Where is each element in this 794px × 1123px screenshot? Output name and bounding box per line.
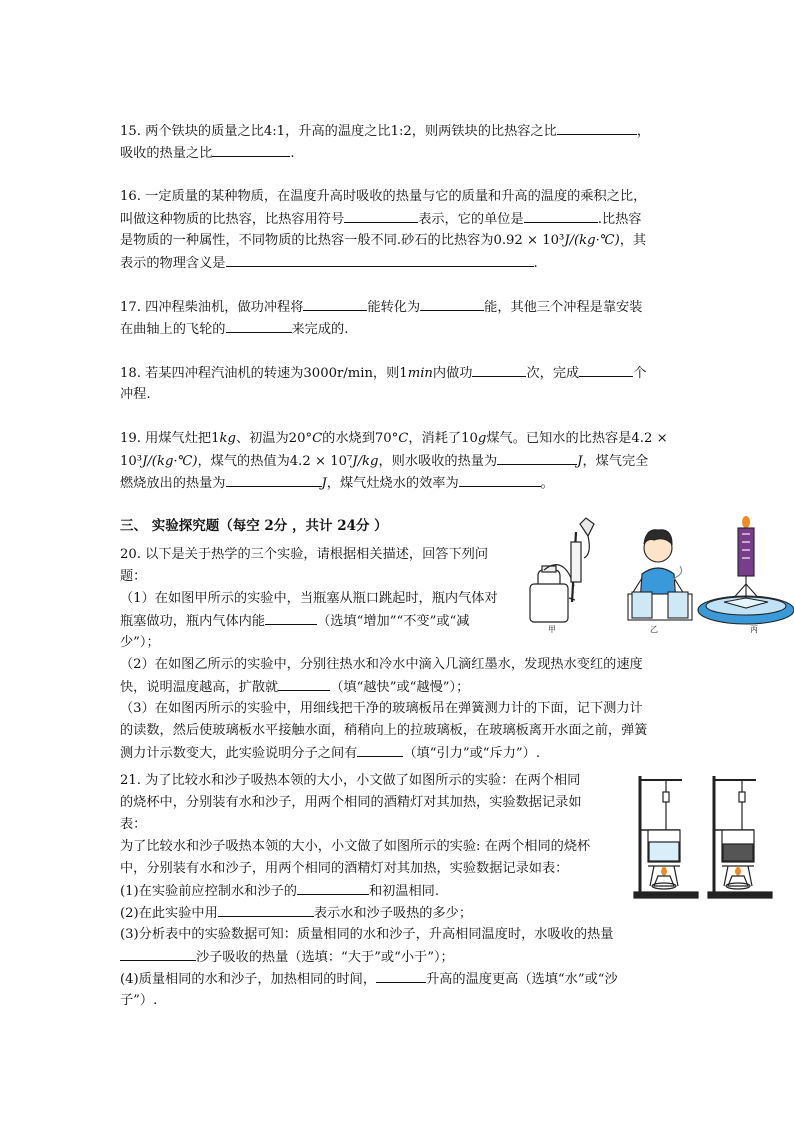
question-18: 18. 若某四冲程汽油机的转速为3000r/min，则1min内做功 次，完成 个 冲程. bbox=[120, 362, 646, 406]
question-16: 16. 一定质量的某种物质，在温度升高时吸收的热量与它的质量和升高的温度的乘积之比， 叫做这种物质的比热容，比热容用符号 表示，它的单位是 .比热容 是物质的一种属性，不同物质的比热容一般不同.砂石的比热容为0.92 × 10³J/(kg·℃)，其 表示的物理含义是 . bbox=[120, 189, 647, 271]
question-20: 20. 以下是关于热学的三个实验，请根据相关描述，回答下列问 题： （1）在如图甲所示的实验中，当瓶塞从瓶口跳起时，瓶内气体对 瓶塞做功，瓶内气体内能 （选填“增加”“不变”或“减 少”）； （2）在如图乙所示的实验中，分别往热水和冷水中滴入几滴红墨水，发现热水变红的速度 快，说明温度越高，扩散就 （填“越快”或“越慢”）； （3）在如图丙所示的实验中，用细线把干净的玻璃板吊在弹簧测力计的下面，记下测力计 的读数，然后使玻璃板水平接触水面，稍稍向上的拉玻璃板，在玻璃板离开水面之前，弹簧 测力计示数变大，此实验说明分子之间有 （填“引力”或“斥力”）. bbox=[120, 547, 648, 761]
answer-blank[interactable] bbox=[218, 902, 314, 917]
stand-water bbox=[634, 776, 698, 898]
answer-blank[interactable] bbox=[303, 296, 367, 311]
answer-blank[interactable] bbox=[212, 142, 290, 157]
answer-blank[interactable] bbox=[226, 472, 322, 487]
section-3-heading: 三、 实验探究题（每空 2分 ，共计 24分 ） bbox=[120, 518, 388, 534]
answer-blank[interactable] bbox=[120, 946, 196, 961]
question-15: 15. 两个铁块的质量之比4:1，升高的温度之比1:2，则两铁块的比热容之比 ， 吸收的热量之比 . bbox=[120, 120, 650, 164]
answer-blank[interactable] bbox=[344, 208, 418, 223]
q15-text: 15. 两个铁块的质量之比4:1，升高的温度之比1:2，则两铁块的比热容之比 bbox=[120, 124, 557, 139]
answer-blank[interactable] bbox=[265, 610, 317, 625]
answer-blank[interactable] bbox=[420, 296, 484, 311]
boy-with-beakers-figure bbox=[628, 530, 692, 620]
figure-label-yi: 乙 bbox=[650, 625, 658, 634]
answer-blank[interactable] bbox=[524, 208, 598, 223]
question-21: 21. 为了比较水和沙子吸热本领的大小，小文做了如图所示的实验：在两个相同 的烧杯中，分别装有水和沙子，用两个相同的酒精灯对其加热，实验数据记录如 表： 为了比较水和沙子吸热本领的大小，小文做了如图所示的实验: 在两个相同的烧杯 中，分别装有水和沙子，用两个相同的酒精灯对其加热，实验数据记录如表： (1)在实验前应控制水和沙子的 和初温相同. (2)在此实验中用 表示水和沙子吸热的多少； (3)分析表中的实验数据可知：质量相同的水和沙子，升高相同温度时，水吸收的热量 沙子吸收的热量（选填：“大于”或“小于”）； (4)质量相同的水和沙子，加热相同的时间， 升高的温度更高（选填“水”或“沙 子”）. bbox=[120, 773, 618, 1008]
thermal-experiments-figure bbox=[524, 514, 794, 636]
question-19: 19. 用煤气灶把1kg、初温为20°C的水烧到70°C，消耗了10g煤气。已知水的比热容是4.2 × 10³J/(kg·℃)，煤气的热值为4.2 × 10⁷J/kg，则水吸收的热量为 J，煤气完全 燃烧放出的热量为 J，煤气灶烧水的效率为 。 bbox=[120, 431, 668, 491]
answer-blank[interactable] bbox=[278, 676, 330, 691]
stand-sand bbox=[708, 776, 772, 898]
answer-blank[interactable] bbox=[357, 742, 403, 757]
figure-label-jia: 甲 bbox=[548, 625, 556, 634]
answer-blank[interactable] bbox=[497, 450, 577, 465]
heating-comparison-figure bbox=[630, 768, 780, 902]
figure-label-bing: 丙 bbox=[750, 625, 758, 634]
question-17: 17. 四冲程柴油机，做功冲程将 能转化为 能，其他三个冲程是靠安装 在曲轴上的飞轮的 来完成的. bbox=[120, 296, 642, 340]
answer-blank[interactable] bbox=[459, 472, 541, 487]
answer-blank[interactable] bbox=[376, 968, 426, 983]
answer-blank[interactable] bbox=[226, 318, 292, 333]
answer-blank[interactable] bbox=[579, 362, 633, 377]
answer-blank[interactable] bbox=[297, 880, 369, 895]
answer-blank[interactable] bbox=[472, 362, 526, 377]
bottle-pump-figure bbox=[530, 518, 594, 622]
answer-blank[interactable] bbox=[226, 252, 534, 267]
spring-scale-figure bbox=[698, 516, 794, 624]
answer-blank[interactable] bbox=[557, 120, 637, 135]
